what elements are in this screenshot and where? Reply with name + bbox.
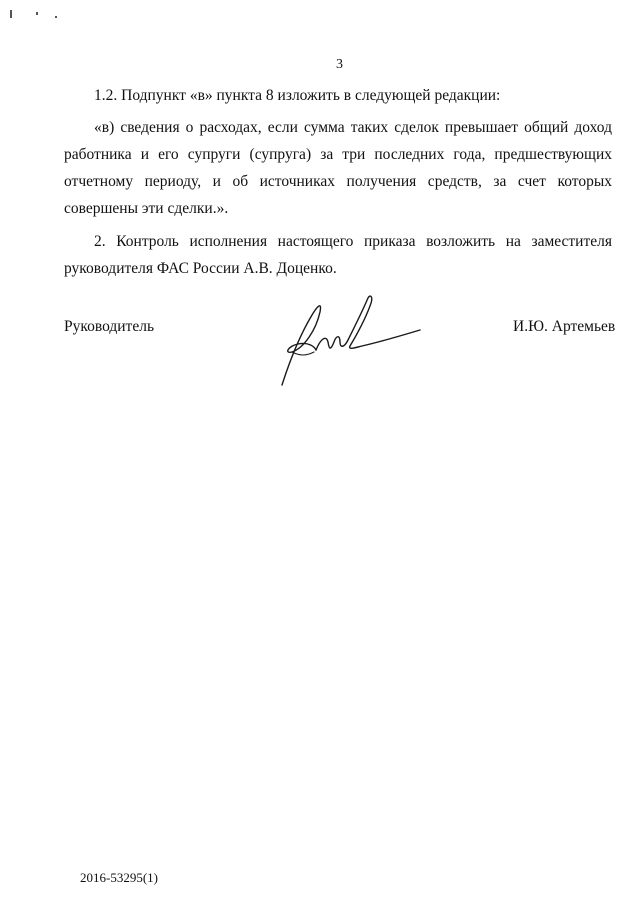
scan-speck [55, 16, 57, 18]
paragraph-3: 2. Контроль исполнения настоящего приказа возложить на заместителя руководителя ФАС России А.В. Доценко. [64, 233, 612, 277]
handwritten-signature [270, 290, 430, 395]
page-number: 3 [336, 57, 343, 72]
signatory-name: И.Ю. Артемьев [513, 318, 616, 335]
scan-speck [36, 12, 38, 15]
document-code: 2016-53295(1) [80, 870, 158, 885]
paragraph-1: 1.2. Подпункт «в» пункта 8 изложить в следующей редакции: [94, 87, 501, 104]
signatory-title: Руководитель [64, 318, 155, 335]
scan-speck [10, 10, 12, 18]
paragraph-2: «в) сведения о расходах, если сумма таких сделок превышает общий доход работника и его супруги (супруга) за три последних года, предшествующих отчетному периоду, и об источниках получения средств, за счет которых совершены эти сделки.». [64, 119, 612, 217]
